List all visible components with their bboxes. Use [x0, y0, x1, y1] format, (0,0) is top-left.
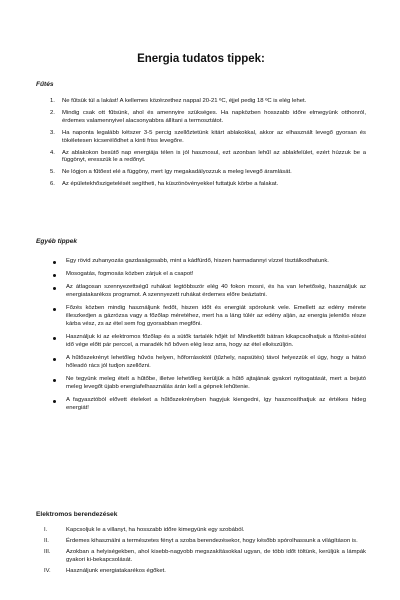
bullet-icon	[53, 287, 56, 290]
list-item-text: Az épületekhőszigetelését segítheti, ha küszönövényekkel futtatjuk körbe a falakat.	[62, 181, 279, 188]
list-item	[36, 284, 366, 300]
list-item-text: A fagyasztóból elővett ételeket a hűtőszekrényben hagyjuk kiengedni, így hasznosíthatjuk az értékes hideg energiát!	[66, 397, 366, 411]
list-item	[36, 397, 366, 413]
list-item-text: Mindig csak ott fűtsünk, ahol és amennyire szükséges. Ha napközben hosszabb időre elmegyünk otthonról, érdemes valamennyivel alacsonyabbra állítani a termosztátot.	[62, 109, 366, 124]
list-item	[36, 271, 366, 279]
list-item	[36, 98, 366, 106]
list-item-text: Azokban a helyiségekben, ahol kisebb-nagyobb megszakításokkal ugyan, de több időt töltünk, kerüljük a lámpák gyakori ki-bekapcsolását.	[66, 549, 366, 564]
bullet-icon	[53, 274, 56, 277]
bullet-icon	[53, 261, 56, 264]
list-marker: III.	[44, 549, 51, 556]
bullet-icon	[53, 379, 56, 382]
electric-devices-list	[36, 527, 366, 576]
list-item-text: Egy rövid zuhanyozás gazdaságosabb, mint a kádfürdő, hiszen harmadannyi vízzel tisztálkodhatunk.	[66, 258, 329, 264]
list-item-text: Ne lógjon a fűtőest elé a függöny, mert így megakadályozzuk a meleg levegő áramlását.	[62, 169, 292, 176]
list-marker: 6.	[50, 181, 55, 188]
list-item	[36, 305, 366, 328]
page-title: Energia tudatos tippek:	[137, 53, 265, 65]
heating-tips-list	[36, 98, 366, 189]
list-marker: 1.	[50, 98, 55, 104]
bullet-icon	[53, 400, 56, 403]
list-marker: 2.	[50, 109, 55, 116]
bullet-icon	[53, 308, 56, 311]
list-item-text: Ha naponta legalább kétszer 3-5 percig szellőztetünk kitárt ablakokkal, akkor az elhasznált levegő gyorsan és tökéletesen kicserélődhet a kinti friss levegőre.	[62, 129, 366, 144]
list-item	[36, 549, 366, 565]
list-marker: 4.	[50, 149, 55, 156]
list-item	[36, 334, 366, 350]
list-item	[36, 538, 366, 546]
section-heading-futes: Fűtés	[36, 81, 54, 88]
list-item-text: Az ablakokon besütő nap energiája télen is jól hasznosul, ezt azonban lehűl az ablakfelület, ezért húzzuk be a függönyt, eresszük le a redőnyt.	[62, 149, 366, 164]
list-item-text: Ne tegyünk meleg ételt a hűtőbe, illetve lehetőleg kerüljük a hűtő ajtajának gyakori nyitogatását, mert a bejutó meleg levegőt újabb energiafelhasználás árán kell a gépnek lehűtenie.	[66, 376, 366, 390]
list-item	[36, 376, 366, 392]
list-item-text: Kapcsoljuk le a villanyt, ha hosszabb időre kimegyünk egy szobából.	[66, 527, 245, 533]
list-item	[36, 181, 366, 189]
list-marker: IV.	[44, 568, 51, 575]
list-marker: II.	[44, 538, 49, 545]
list-item	[36, 169, 366, 177]
list-item	[36, 355, 366, 371]
list-item-text: Az átlagosan szennyezettségű ruhákat legtöbbször elég 40 fokon mosni, és ha van lehetőség, használjuk az energiatakarékos programot. A szennyezett ruhákat érdemes előre beáztatni.	[66, 284, 366, 299]
list-item-text: Érdemes kihasználni a természetes fényt a szoba berendezésekor, hogy később spórolhassunk a világításon is.	[66, 538, 358, 545]
list-marker: 3.	[50, 129, 55, 136]
list-item-text: Ne fűtsük túl a lakást! A kellemes közérzethez nappal 20-21 ºC, éjjel pedig 18 ºC is elég lehet.	[62, 98, 307, 104]
other-tips-list	[36, 258, 366, 413]
bullet-icon	[53, 358, 56, 361]
section-heading-elektromos-berendezesek: Elektromos berendezések	[36, 511, 118, 518]
list-item-text: Mosogatás, fogmosás közben zárjuk el a csapot!	[66, 271, 194, 278]
list-item	[36, 130, 366, 146]
section-heading-egyeb-tippek: Egyéb tippek	[36, 238, 78, 245]
list-item	[36, 258, 366, 266]
list-item	[36, 568, 366, 576]
list-item-text: Főzés közben mindig használjunk fedőt, hiszen időt és energiát spórolunk vele. Emellett az edény mérete illeszkedjen a gázrózsa vagy a főzőlap méretéhez, mert ha a láng túlér az edény alján, az energia jelentős része kárba vész, zs az étel sem fog gyorsabban megfőni.	[66, 305, 366, 327]
bullet-icon	[53, 337, 56, 340]
list-item-text: A hűtőszekrényt lehetőleg hűvös helyen, hőforrásoktól (tűzhely, napsütés) távol helyezzük el úgy, hogy a hátsó hőleadó rács jól tudjon szellőzni.	[66, 355, 366, 369]
list-item	[36, 110, 366, 126]
list-marker: I.	[44, 527, 48, 533]
list-item-text: Használjuk ki az elektromos főzőlap és a sütők tartalék hőjét is! Mindkettőt bátran kikapcsolhatjuk a főzési-sütési idő vége előtt pár perccel, a maradék hő bőven elég lesz arra, hogy az étel elkészüljön.	[66, 334, 366, 348]
list-marker: 5.	[50, 169, 55, 176]
list-item	[36, 150, 366, 166]
list-item	[36, 527, 366, 535]
list-item-text: Használjunk energiatakarékos égőket.	[66, 568, 166, 575]
